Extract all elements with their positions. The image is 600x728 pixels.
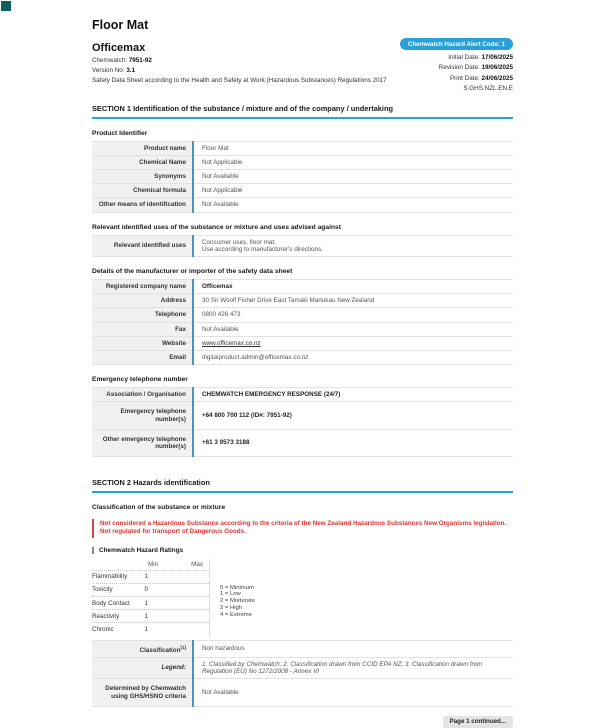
sds-page xyxy=(92,12,513,728)
row-label: Chemical formula xyxy=(92,184,193,198)
row-label: Chemical Name xyxy=(92,155,193,169)
table-row xyxy=(92,322,513,336)
version-number: Version No: 3.1 xyxy=(92,67,136,74)
table-row xyxy=(92,336,513,350)
table-row xyxy=(92,235,513,256)
table-row xyxy=(92,308,513,322)
table-row xyxy=(92,429,513,456)
row-label: Synonyms xyxy=(92,169,193,183)
row-value: CHEMWATCH EMERGENCY RESPONSE (24/7) xyxy=(193,388,513,402)
scale-item: 4 = Extreme xyxy=(220,611,252,618)
rating-value: 1 xyxy=(144,626,148,633)
rating-name: Body Contact xyxy=(92,599,130,607)
section-1-heading: SECTION 1 Identification of the substance / mixture and of the company / undertaking xyxy=(92,104,513,119)
row-label: Email xyxy=(92,350,193,364)
row-label: Website xyxy=(92,336,193,350)
row-label: Classification[1] xyxy=(92,640,193,657)
table-row xyxy=(92,350,513,364)
table-row xyxy=(92,657,513,678)
row-label: Other means of identification xyxy=(92,198,193,212)
sds-statement: Safety Data Sheet according to the Health and Safety at Work (Hazardous Substances) Regulations 2017 xyxy=(92,77,387,84)
rating-name: Reactivity xyxy=(92,612,120,620)
rating-name: Chronic xyxy=(92,626,114,633)
product-identifier-table xyxy=(92,141,513,213)
uses-table xyxy=(92,235,513,257)
table-row xyxy=(92,155,513,169)
rating-row xyxy=(92,596,209,609)
product-identifier-heading: Product Identifier xyxy=(92,129,148,137)
rating-row xyxy=(92,622,209,635)
email-link[interactable]: digitalproduct.admin@officemax.co.nz xyxy=(202,353,309,361)
classification-table xyxy=(92,640,513,707)
ratings-heading: Chemwatch Hazard Ratings xyxy=(92,547,513,554)
row-label: Fax xyxy=(92,322,193,336)
ratings-scale xyxy=(220,585,255,619)
rating-value: 1 xyxy=(144,573,148,581)
rating-value: 0 xyxy=(144,586,148,594)
row-value: Not Applicable xyxy=(193,155,513,169)
row-value: Not Available xyxy=(193,322,513,336)
row-label: Association / Organisation xyxy=(92,388,193,402)
rating-value: 1 xyxy=(144,599,148,607)
row-label: Determined by Chemwatch using GHS/HSNO criteria xyxy=(92,679,193,706)
row-label: Relevant identified uses xyxy=(92,235,193,256)
rating-row xyxy=(92,609,209,622)
corner-mark xyxy=(1,1,11,11)
header-right xyxy=(400,38,513,92)
table-row xyxy=(92,388,513,402)
row-value: Not Applicable xyxy=(193,184,513,198)
ratings-header xyxy=(92,559,209,570)
row-value: 0800 426 473 xyxy=(193,308,513,322)
doc-code: S.GHS.NZL.EN.E xyxy=(463,85,513,92)
emergency-table xyxy=(92,387,513,457)
row-value: Floor Mat xyxy=(193,141,513,155)
row-label: Emergency telephone number(s) xyxy=(92,402,193,429)
row-label: Other emergency telephone number(s) xyxy=(92,429,193,456)
revision-date: Revision Date: 19/06/2025 xyxy=(438,64,513,71)
rating-name: Toxicity xyxy=(92,586,113,594)
row-value xyxy=(193,350,513,364)
table-row xyxy=(92,402,513,429)
hazard-warning: Not considered a Hazardous Substance according to the criteria of the New Zealand Hazardous Substances New Organisms legislation. Not regulated for transport of Dangerous Goods. xyxy=(92,519,513,538)
uses-heading: Relevant identified uses of the substance or mixture and uses advised against xyxy=(92,223,341,231)
page-footer xyxy=(92,716,513,728)
scale-item: 2 = Moderate xyxy=(220,598,255,605)
row-value: +61 3 9573 3188 xyxy=(193,429,513,456)
initial-date: Initial Date: 17/06/2025 xyxy=(448,53,513,61)
document-header xyxy=(92,12,513,92)
rating-row xyxy=(92,570,209,583)
table-row xyxy=(92,169,513,183)
row-value: Not Available xyxy=(193,169,513,183)
row-value: Not Available xyxy=(193,198,513,212)
website-link[interactable]: www.officemax.co.nz xyxy=(202,339,261,347)
table-row xyxy=(92,198,513,212)
rating-name: Flammability xyxy=(92,573,128,581)
scale-item: 1 = Low xyxy=(220,591,241,598)
table-row xyxy=(92,679,513,706)
chemwatch-number: Chemwatch: 7951-92 xyxy=(92,57,152,64)
print-date: Print Date: 24/06/2025 xyxy=(449,74,513,82)
classification-heading: Classification of the substance or mixture xyxy=(92,503,226,511)
hazard-alert-badge: Chemwatch Hazard Alert Code: 1 xyxy=(400,38,513,50)
table-row xyxy=(92,640,513,657)
table-row xyxy=(92,184,513,198)
manufacturer-heading: Details of the manufacturer or importer of the safety data sheet xyxy=(92,267,293,275)
ratings-block xyxy=(92,559,513,636)
row-value xyxy=(193,336,513,350)
section-2-heading: SECTION 2 Hazards identification xyxy=(92,478,513,493)
uses-line: Use according to manufacturer's directions. xyxy=(202,245,323,253)
row-value: Non hazardous xyxy=(193,640,513,657)
page-continued-badge: Page 1 continued... xyxy=(443,716,513,728)
manufacturer-table xyxy=(92,279,513,365)
ratings-col-min: Min xyxy=(148,560,159,568)
company-name: Officemax xyxy=(92,42,146,54)
classification-footnote: [1] xyxy=(180,644,186,650)
table-row xyxy=(92,294,513,308)
ratings-col-max: Max xyxy=(191,560,203,568)
row-value: 30 Sir Woolf Fisher Drive East Tamaki Manukau New Zealand xyxy=(193,294,513,308)
table-row xyxy=(92,279,513,293)
row-label: Registered company name xyxy=(92,279,193,293)
table-row xyxy=(92,141,513,155)
row-value: Not Available xyxy=(193,679,513,706)
row-value: 1. Classified by Chemwatch; 2. Classification drawn from CCID EPA NZ; 3. Classification drawn from Regulation (EU) No 1272/2008 - Annex VI xyxy=(193,657,513,678)
row-label: Product name xyxy=(92,141,193,155)
ratings-table xyxy=(92,559,210,636)
row-label: Address xyxy=(92,294,193,308)
row-value: +64 800 700 112 (ID#: 7951-92) xyxy=(193,402,513,429)
row-label: Telephone xyxy=(92,308,193,322)
rating-value: 1 xyxy=(144,612,148,620)
scale-item: 0 = Minimum xyxy=(220,584,254,591)
rating-row xyxy=(92,583,209,596)
product-title: Floor Mat xyxy=(92,18,149,32)
row-label: Legend: xyxy=(92,657,193,678)
emergency-heading: Emergency telephone number xyxy=(92,376,188,384)
uses-line: Consumer uses, floor mat. xyxy=(202,238,276,246)
row-value xyxy=(193,235,513,256)
scale-item: 3 = High xyxy=(220,605,243,612)
row-value: Officemax xyxy=(193,279,513,293)
